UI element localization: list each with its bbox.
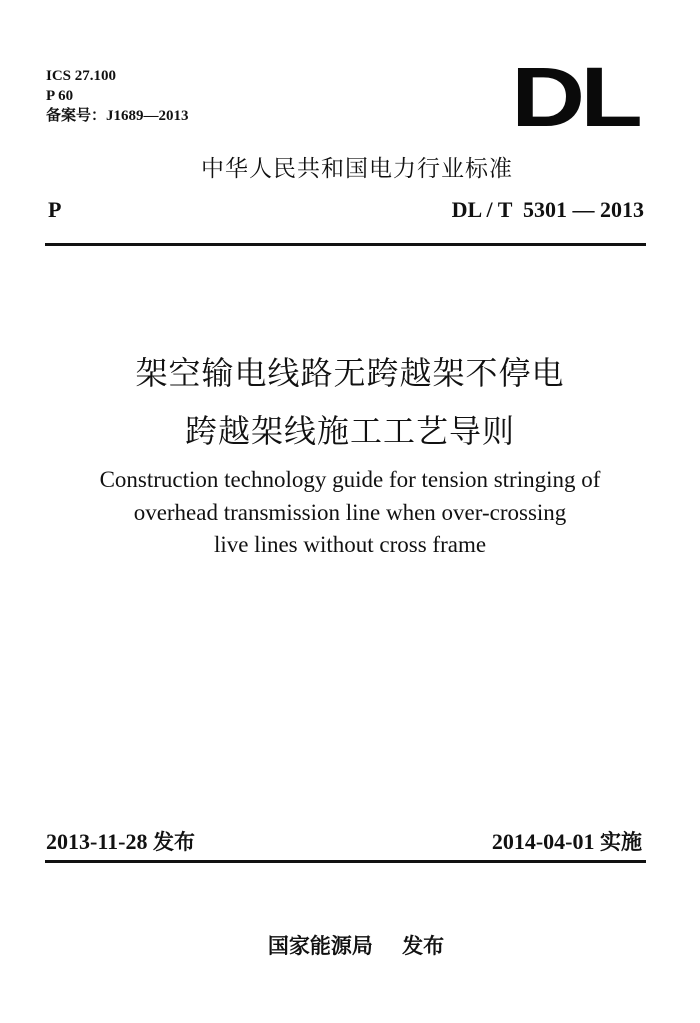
effective-label: 实施 — [600, 830, 642, 854]
effective-date: 2014-04-01 — [491, 829, 595, 854]
ics-code: ICS 27.100 — [46, 68, 117, 84]
title-cn-line2: 跨越架线施工工艺导则 — [184, 412, 515, 450]
bottom-divider — [45, 860, 646, 863]
title-cn-line1: 架空输电线路无跨越架不停电 — [135, 354, 565, 392]
title-en-line1: Construction technology guide for tension stringing of — [99, 467, 601, 492]
issuer-name: 国家能源局 — [267, 934, 373, 958]
industry-standard-heading: 中华人民共和国电力行业标准 — [201, 156, 513, 182]
issue-date: 2013-11-28 — [46, 829, 148, 854]
issue-label: 发布 — [152, 830, 195, 854]
effective-date-block — [492, 826, 642, 856]
standard-number: DL / T 5301 — 2013 — [451, 197, 644, 222]
title-en — [0, 464, 700, 562]
title-en-line2: overhead transmission line when over-crossing — [133, 499, 567, 525]
class-code: P — [48, 197, 62, 222]
issue-date-block — [46, 826, 195, 856]
record-number: 备案号：J1689—2013 — [46, 108, 189, 124]
category-code: P 60 — [46, 88, 74, 104]
top-divider — [45, 243, 646, 246]
document-metadata — [46, 66, 189, 126]
issuer-line — [0, 930, 700, 960]
dl-logo: DL — [511, 50, 638, 144]
issuer-action: 发布 — [402, 934, 445, 958]
title-en-line3: live lines without cross frame — [213, 532, 487, 557]
